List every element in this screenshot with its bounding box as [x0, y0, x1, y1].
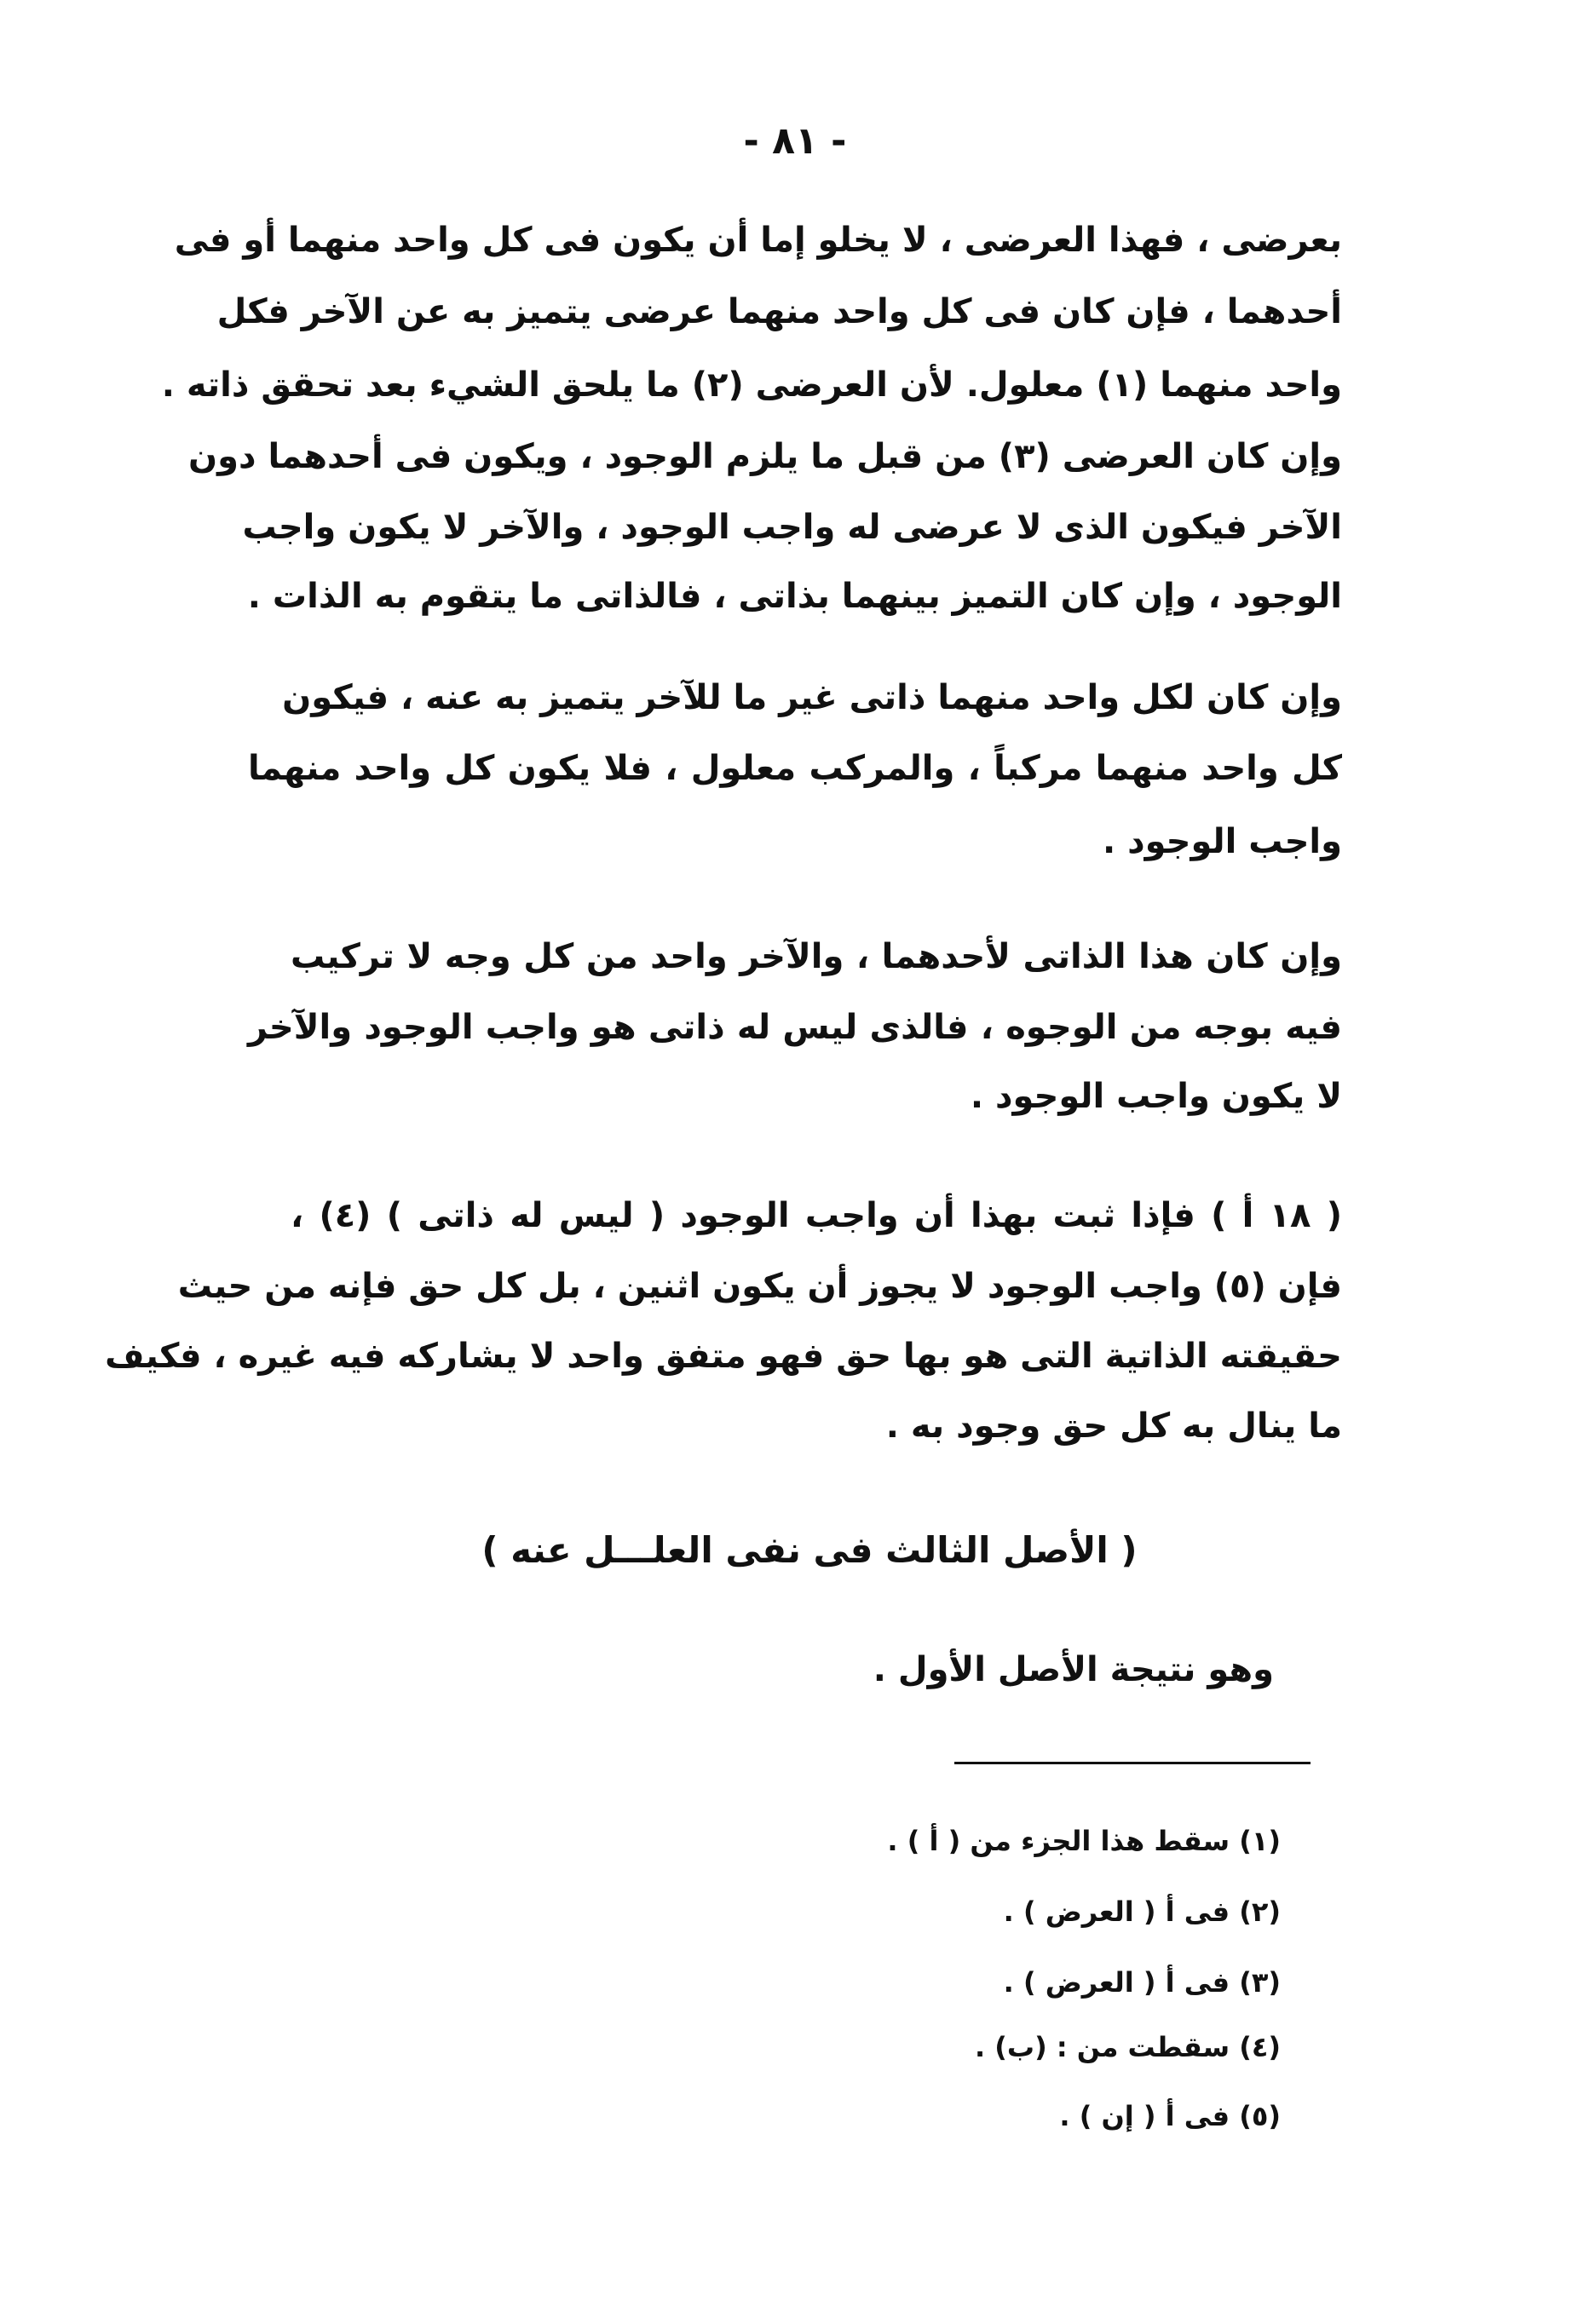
- text-line: وإن كان هذا الذاتى لأحدهما ، والآخر واحد من كل وجه لا تركيب: [291, 937, 1342, 976]
- text-line: فإن (٥) واجب الوجود لا يجوز أن يكون اثنين ، بل كل حق فإنه من حيث: [177, 1267, 1342, 1306]
- text-line: كل واحد منهما مركباً ، والمركب معلول ، فلا يكون كل واحد منهما: [248, 749, 1342, 788]
- text-line: حقيقته الذاتية التى هو بها حق فهو متفق واحد لا يشاركه فيه غيره ، فكيف: [105, 1337, 1342, 1376]
- text-line: لا يكون واجب الوجود .: [970, 1077, 1342, 1116]
- text-line: ( ١٨ أ ) فإذا ثبت بهذا أن واجب الوجود ( ليس له ذاتى ) (٤) ،: [291, 1196, 1342, 1235]
- text-line: واحد منهما (١) معلول. لأن العرضى (٢) ما يلحق الشيء بعد تحقق ذاته .: [161, 365, 1342, 405]
- text-line: بعرضى ، فهذا العرضى ، لا يخلو إما أن يكون فى كل واحد منهما أو فى: [174, 221, 1342, 260]
- text-line: ما ينال به كل حق وجود به .: [885, 1406, 1342, 1446]
- text-line: وإن كان لكل واحد منهما ذاتى غير ما للآخر يتميز به عنه ، فيكون: [282, 678, 1342, 717]
- text-line: فيه بوجه من الوجوه ، فالذى ليس له ذاتى هو واجب الوجود والآخر: [248, 1008, 1342, 1047]
- footnote: (٣) فى أ ( العرض ) .: [1003, 1966, 1281, 1999]
- footnote-divider: [954, 1762, 1311, 1764]
- section-intro-text: وهو نتيجة الأصل الأول .: [873, 1650, 1274, 1689]
- section-heading: ( الأصل الثالث فى نفى العلـــل عنه ): [481, 1529, 1138, 1571]
- text-line: الوجود ، وإن كان التميز بينهما بذاتى ، فالذاتى ما يتقوم به الذات .: [247, 577, 1342, 616]
- text-line: الآخر فيكون الذى لا عرضى له واجب الوجود ، والآخر لا يكون واجب: [242, 508, 1342, 547]
- footnote: (١) سقط هذا الجزء من ( أ ) .: [887, 1825, 1281, 1857]
- footnote: (٢) فى أ ( العرض ) .: [1003, 1895, 1281, 1928]
- page-number: - ٨١ -: [743, 119, 847, 163]
- text-line: واجب الوجود .: [1102, 822, 1342, 861]
- text-line: أحدهما ، فإن كان فى كل واحد منهما عرضى يتميز به عن الآخر فكل: [216, 292, 1342, 331]
- text-line: وإن كان العرضى (٣) من قبل ما يلزم الوجود ، ويكون فى أحدهما دون: [188, 437, 1342, 476]
- footnote: (٥) فى أ ( إن ) .: [1059, 2100, 1281, 2132]
- footnote: (٤) سقطت من : (ب) .: [975, 2031, 1281, 2063]
